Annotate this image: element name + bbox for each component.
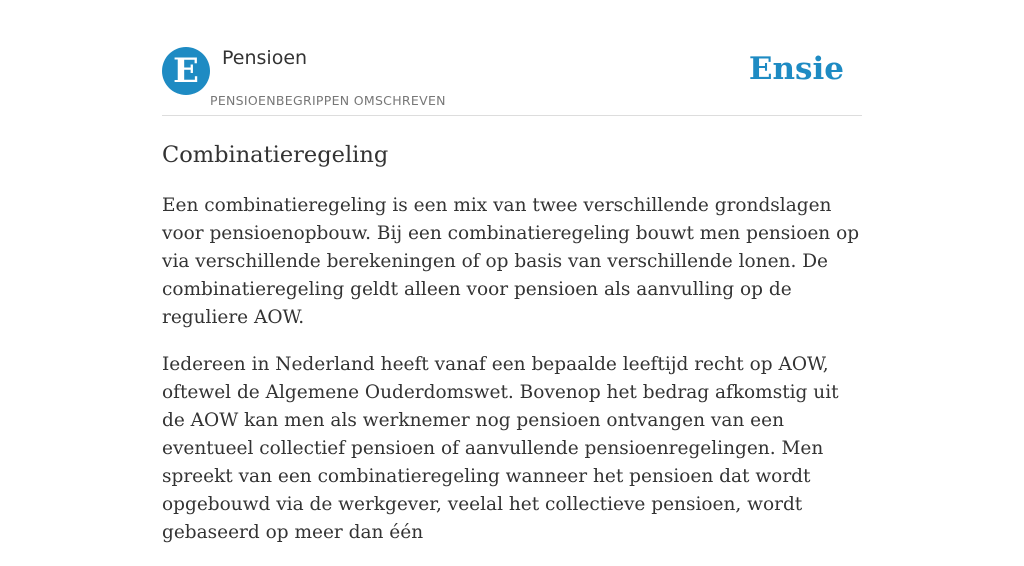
article-paragraph: Een combinatieregeling is een mix van twee verschillende grondslagen voor pensioenopbouw. Bij een combinatieregeling bouwt men pensioen op via verschillende berekeningen of op basis van verschillende lonen. De combinatieregeling geldt alleen voor pensioen als aanvulling op de reguliere AOW. — [162, 195, 860, 328]
site-header — [162, 0, 862, 116]
site-subtitle: PENSIOENBEGRIPPEN OMSCHREVEN — [210, 93, 446, 108]
article-paragraph: Iedereen in Nederland heeft vanaf een bepaalde leeftijd recht op AOW, oftewel de Algemene Ouderdomswet. Bovenop het bedrag afkomstig uit de AOW kan men als werknemer nog pensioen ontvangen van een eventueel collectief pensioen of aanvullende pensioenregelingen. Men spreekt van een combinatieregeling wanneer het pensioen dat wordt opgebouwd via de werkgever, veelal het collectieve pensioen, wordt gebaseerd op meer dan één — [162, 354, 839, 543]
page-title: Combinatieregeling — [162, 142, 389, 168]
brand-logo-link[interactable]: Ensie — [748, 51, 844, 87]
site-title-link[interactable]: Pensioen — [222, 47, 308, 69]
page-container — [162, 0, 862, 543]
article-body — [162, 192, 862, 566]
ensie-logo-icon[interactable] — [162, 47, 210, 95]
logo-letter: E — [173, 51, 199, 91]
